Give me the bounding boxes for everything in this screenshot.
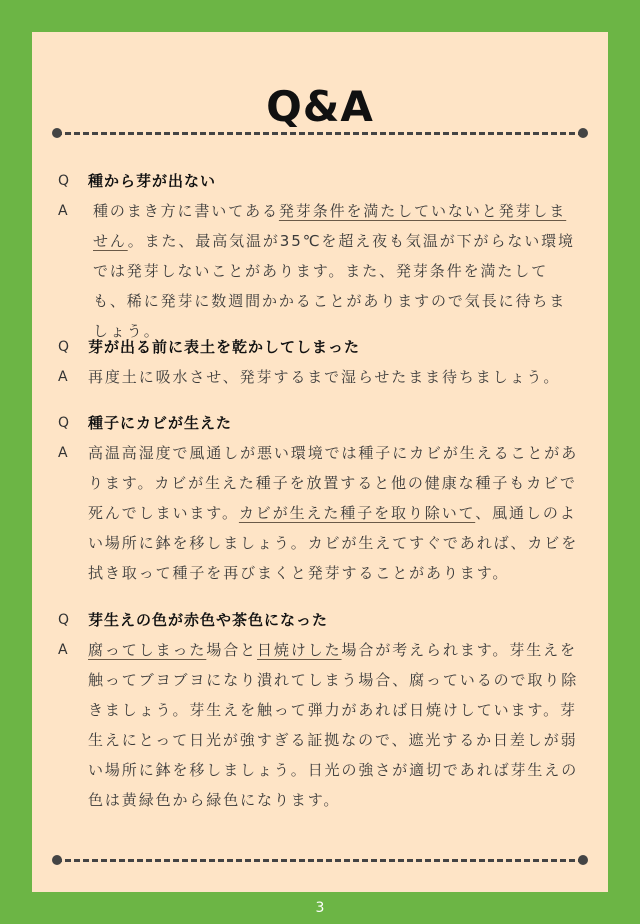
bottom-divider [52,855,588,865]
question: 芽生えの色が赤色や茶色になった [88,611,329,629]
answer-text: 種のまき方に書いてある [93,202,279,220]
q-mark: Q [58,173,70,189]
answer [88,438,580,588]
a-mark: A [58,203,68,219]
page-number: 3 [315,900,325,916]
qa-item [58,408,588,588]
answer [88,635,580,815]
a-mark: A [58,445,68,461]
answer-underlined: カビが生えた種子を取り除いて [238,504,476,522]
q-mark: Q [58,612,70,628]
answer-text: 、風通しのよい場所に鉢を移しましょう。カビが生えてすぐであれば、カビを拭き取って種子を再びまくと発芽することがあります。 [88,504,579,582]
answer-text: 再度土に吸水させ、発芽するまで湿らせたまま待ちましょう。 [88,368,561,386]
q-mark: Q [58,415,70,431]
question: 種から芽が出ない [88,172,217,190]
answer-text: 。また、最高気温が35℃を超え夜も気温が下がらない環境では発芽しないことがあります。また、発芽条件を満たしても、稀に発芽に数週間かかることがありますので気長に待ちましょう。 [93,232,575,340]
qa-item [58,605,588,815]
answer-text: 場合と [206,641,258,659]
answer [88,362,580,392]
question: 芽が出る前に表土を乾かしてしまった [88,338,361,356]
top-divider [52,128,588,138]
qa-page-card [32,32,608,892]
question: 種子にカビが生えた [88,414,233,432]
page-title: Q&A [266,82,374,131]
a-mark: A [58,642,68,658]
answer-underlined: 発芽条件を満たしていないと発芽しません [93,202,567,250]
qa-item [58,166,588,346]
answer [88,196,580,346]
answer-underlined: 腐ってしまった [88,641,207,659]
a-mark: A [58,369,68,385]
answer-text: 場合が考えられます。芽生えを触ってブヨブヨになり潰れてしまう場合、腐っているので取り除きましょう。芽生えを触って弾力があれば日焼けしています。芽生えにとって日光が強すぎる証拠なので、遮光するか日差しが弱い場所に鉢を移しましょう。日光の強さが適切であれば芽生えの色は黄緑色から緑色になります。 [88,641,579,809]
q-mark: Q [58,339,70,355]
qa-item [58,332,588,392]
answer-text: 高温高湿度で風通しが悪い環境では種子にカビが生えることがあります。カビが生えた種子を放置すると他の健康な種子もカビで死んでしまいます。 [88,444,579,522]
answer-underlined: 日焼けした [257,641,342,659]
